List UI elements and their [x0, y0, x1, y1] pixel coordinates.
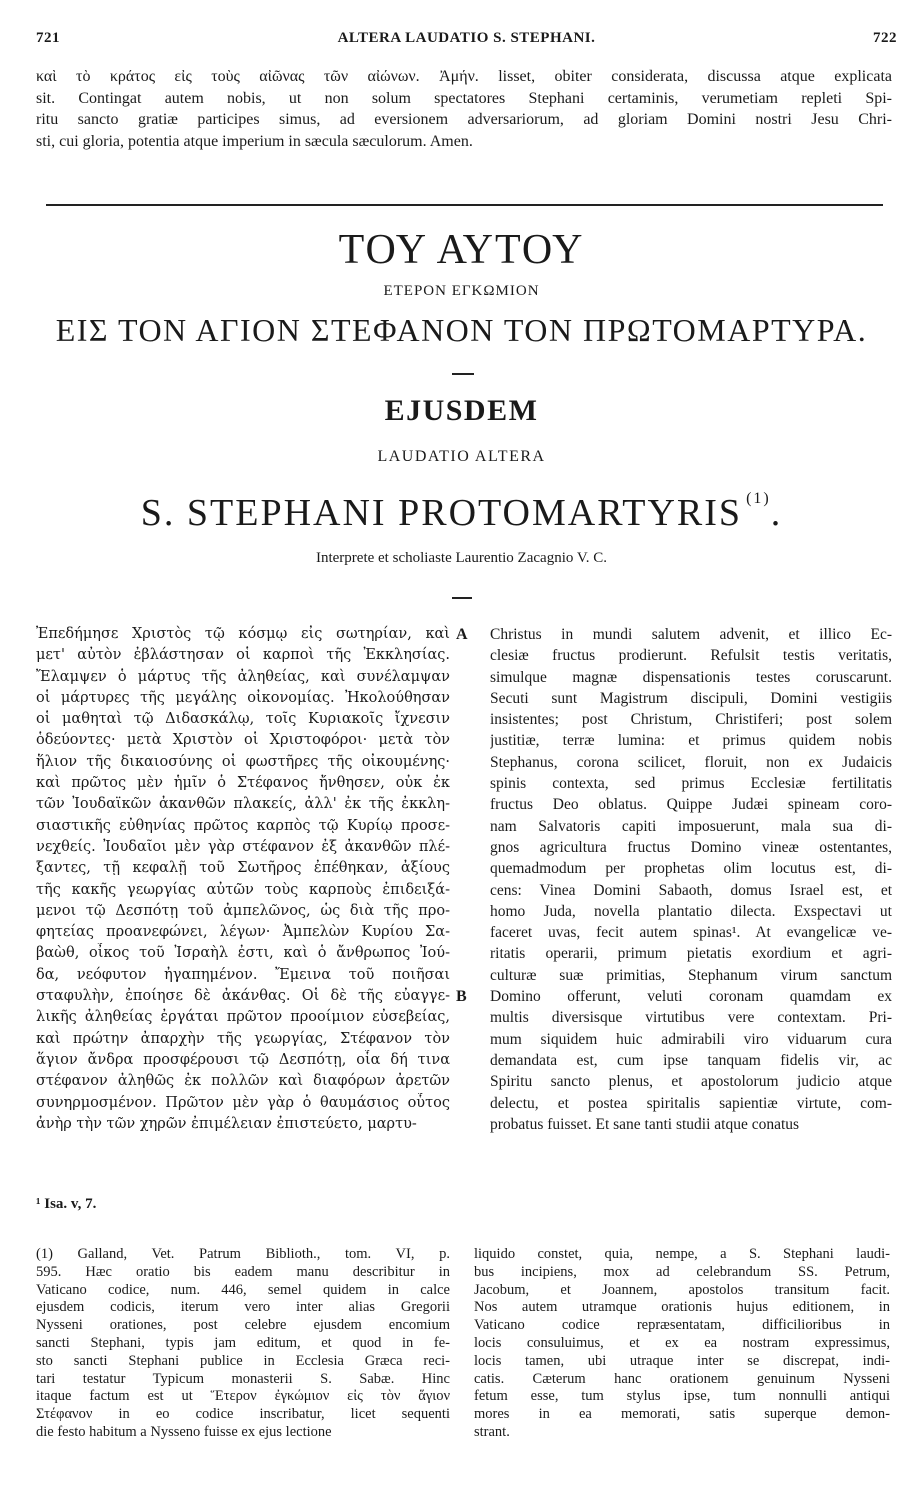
text-line: strant.	[474, 1423, 510, 1440]
text-line: φητείας προανεφώνει, λέγων· Ἀμπελὼν Κυρίου Σα-	[36, 924, 450, 941]
footnote-marker: (1)	[746, 490, 771, 507]
text-line: ξαντες, τῇ κεφαλῇ τοῦ Σωτῆρος ἐπέθηκαν, ἀξίους	[36, 860, 450, 877]
text-line: clesiæ fructus prodierunt. Refulsit testis veritatis,	[490, 647, 892, 665]
text-line: sancti Stephani, typis jam editum, et quod in fe-	[36, 1334, 450, 1351]
text-line: Vaticano codice repræsentatam, difficilioribus in	[474, 1317, 890, 1334]
greek-dedication: ΕΙΣ ΤΟΝ ΑΓΙΟΝ ΣΤΕΦΑΝΟΝ ΤΟΝ ΠΡΩΤΟΜΑΡΤΥΡΑ.	[55, 312, 868, 348]
text-line: gnos agricultura fructus Domino vineæ ostentantes,	[490, 838, 892, 856]
text-line: καὶ πρῶτος μὲν ἡμῖν ὁ Στέφανος ἤνθησεν, οὐκ ἐκ	[36, 775, 450, 792]
editorial-note-left	[36, 1246, 450, 1442]
text-line: fructus Deo oblatus. Quippe Judæi spineam coro-	[490, 796, 892, 814]
latin-text-column	[490, 624, 892, 1135]
text-line: insistentes; post Christum, Christiferi; post solem	[490, 711, 892, 729]
greek-text-column	[36, 624, 450, 1135]
greek-subtitle: ΕΤΕΡΟΝ ΕΓΚΩΜΙΟΝ	[383, 283, 540, 299]
text-line: catis. Cæterum hanc orationem genuinum Nysseni	[474, 1370, 890, 1387]
text-line: τῶν Ἰουδαϊκῶν ἀκανθῶν πλακείς, ἀλλ' ἐκ τῆς ἐκκλη-	[36, 796, 450, 813]
text-line: die festo habitum a Nysseno fuisse ex ejus lectione	[36, 1423, 332, 1440]
text-line: sti, cui gloria, potentia atque imperium in sæcula sæculorum. Amen.	[36, 132, 473, 150]
title-dash	[452, 373, 474, 375]
section-divider	[46, 204, 883, 206]
latin-subtitle: LAUDATIO ALTERA	[377, 448, 546, 465]
text-line: homo Juda, novella plantatio dilecta. Exspectavi ut	[490, 902, 892, 920]
text-line: locis consuluimus, et ex ea nostram expressimus,	[474, 1334, 890, 1351]
text-line: τῆς κακῆς γεωργίας αὐτῶν τοὺς καρποὺς ἐπιδειξά-	[36, 881, 450, 898]
text-line: nam Salvatoris capiti imposuerunt, mala sua di-	[490, 817, 892, 835]
text-line: βαὼθ, οἶκος τοῦ Ἰσραὴλ ἐστι, καὶ ὁ ἄνθρωπος Ἰού-	[36, 945, 450, 962]
title-dash	[452, 597, 472, 599]
page-number-left: 721	[36, 30, 60, 46]
text-line: ἀνὴρ τὴν τῶν χηρῶν ἐπιμέλειαν ἐπιστεύετο, μαρτυ-	[36, 1115, 417, 1132]
text-line: multis diversisque virtutibus vere contextam. Pri-	[490, 1009, 892, 1027]
text-line: probatus fuisset. Et sane tanti studii atque conatus	[490, 1115, 800, 1133]
text-line: καὶ πρώτην ἀπαρχὴν τῆς γεωργίας, Στέφανον τὸν	[36, 1030, 450, 1047]
text-line: Nysseni orationes, post celebre ejusdem encomium	[36, 1317, 450, 1334]
text-line: μετ' αὐτὸν ἐβλάστησαν οἱ καρποὶ τῆς Ἐκκλησίας.	[36, 647, 450, 664]
text-line: οἱ μάρτυρες τῆς μεγάλης οἰκονομίας. Ἠκολούθησαν	[36, 689, 450, 706]
text-line: mores in ea memorati, satis superque demon-	[474, 1406, 890, 1423]
text-line: ἅγιον ἄνδρα προσφέρουσι τῷ Δεσπότῃ, οἷα δή τινα	[36, 1051, 450, 1068]
text-line: mum siquidem huic admirabili viro viduarum cura	[490, 1030, 892, 1048]
page-number-right: 722	[873, 30, 897, 46]
continued-paragraph	[36, 66, 892, 152]
text-line: locis tamen, ubi utraque inter se discrepat, indi-	[474, 1352, 890, 1369]
text-line: καὶ τὸ κράτος εἰς τοὺς αἰῶνας τῶν αἰώνων. Ἀμήν. lisset, obiter considerata, discussa atque explicata	[36, 68, 892, 85]
text-line: Spiritu sancto plenus, et apostolorum judicio atque	[490, 1073, 892, 1091]
latin-dedication-end: .	[770, 492, 783, 534]
text-line: Nos autem utramque orationis hujus editionem, in	[474, 1299, 890, 1316]
margin-marker-a: A	[456, 626, 468, 643]
text-line: Domino offerunt, veluti coronam quamdam ex	[490, 988, 892, 1006]
text-line: Secuti sunt Magistrum discipuli, Domini vestigiis	[490, 689, 892, 707]
text-line: itaque factum est ut Ἕτερον ἐγκώμιον εἰς τὸν ἅγιον	[36, 1388, 450, 1405]
text-line: (1) Galland, Vet. Patrum Biblioth., tom. VI, p.	[36, 1246, 450, 1262]
text-line: Jacobum, et Joannem, apostolos transitum facit.	[474, 1281, 890, 1298]
text-line: Christus in mundi salutem advenit, et illico Ec-	[490, 626, 892, 643]
text-line: delectu, et postea spiritalis sapientiæ virtute, com-	[490, 1094, 892, 1112]
text-line: Ἔλαμψεν ὁ μάρτυς τῆς ἀληθείας, καὶ συνέλαμψαν	[36, 668, 450, 685]
text-line: Ἐπεδήμησε Χριστὸς τῷ κόσμῳ εἰς σωτηρίαν, καὶ	[36, 626, 450, 642]
text-line: στέφανον ἀληθῶς ἐκ πολλῶν καὶ διαφόρων ἀρετῶν	[36, 1073, 450, 1090]
latin-dedication	[0, 490, 923, 535]
text-line: σταφυλὴν, ἐποίησε δὲ ἀκάνθας. Οἱ δὲ τῆς εὐαγγε-	[36, 988, 450, 1005]
interpreter-line: Interprete et scholiaste Laurentio Zacagnio V. C.	[315, 550, 607, 566]
running-title: ALTERA LAUDATIO S. STEPHANI.	[337, 30, 596, 46]
text-line: demandata est, cum ipse tanquam fidelis vir, ac	[490, 1051, 892, 1069]
text-line: μενοι τῷ Δεσπότῃ τοῦ ἀμπελῶνος, ὡς διὰ τῆς προ-	[36, 902, 450, 919]
text-line: Stephanus, corona scilicet, floruit, non ex Judaicis	[490, 753, 892, 771]
margin-marker-b: B	[456, 988, 467, 1005]
text-line: quemadmodum per prophetas olim locutus est, di-	[490, 860, 892, 878]
text-line: ὁδεύοντες· μετὰ Χριστὸν οἱ Χριστοφόροι· μετὰ τὸν	[36, 732, 450, 749]
text-line: 595. Hæc oratio bis eadem manu describitur in	[36, 1263, 450, 1280]
text-line: ritatis operarii, primum pietatis exordium et agri-	[490, 945, 892, 963]
text-line: bus incipiens, mox ad celebrandum SS. Petrum,	[474, 1263, 890, 1280]
text-line: λικῆς ἀληθείας ἐργάται πρῶτον προοίμιον εὐσεβείας,	[36, 1009, 450, 1026]
text-line: liquido constet, quia, nempe, a S. Stephani laudi-	[474, 1246, 890, 1262]
text-line: Vaticano codice, num. 446, semel quidem in calce	[36, 1281, 450, 1298]
text-line: ejusdem codicis, iterum vero inter alias Gregorii	[36, 1299, 450, 1316]
greek-title: ΤΟΥ ΑΥΤΟΥ	[338, 227, 585, 273]
text-line: culturæ suæ primitias, Stephanum virum sanctum	[490, 966, 892, 984]
latin-title: EJUSDEM	[384, 394, 539, 427]
text-line: sit. Contingat autem nobis, ut non solum spectatores Stephani certaminis, verumetiam repleti Spi-	[36, 89, 892, 107]
text-line: συνηρμοσμένον. Πρῶτον μὲν γὰρ ὁ θαυμάσιος οὗτος	[36, 1094, 450, 1111]
text-line: cens: Vinea Domini Sabaoth, domus Israel est, et	[490, 881, 892, 899]
text-line: δα, νεόφυτον ἠγαπημένον. Ἔμεινα τοῦ ποιῆσαι	[36, 966, 450, 983]
text-line: ritu sancto gratiæ participes simus, ad eversionem adversariorum, ad gloriam Domini nostri Jesu Chri-	[36, 111, 892, 128]
text-line: faceret uvas, fecit autem spinas¹. At evangelicæ ve-	[490, 924, 892, 942]
scripture-footnote: ¹ Isa. v, 7.	[36, 1196, 97, 1212]
running-head	[36, 30, 897, 54]
text-line: οἱ μαθηταὶ τῷ Διδασκάλῳ, τοῖς Κυριακοῖς ἴχνεσιν	[36, 711, 450, 728]
latin-dedication-text: S. STEPHANI PROTOMARTYRIS	[140, 492, 743, 534]
text-line: spinis contexta, sed primus Ecclesiæ fertilitatis	[490, 775, 892, 793]
editorial-note-right	[474, 1246, 890, 1442]
text-line: fetum esse, tum stylus ipse, tum nonnulli antiqui	[474, 1388, 890, 1405]
text-line: νεχθείς. Ἰουδαῖοι μὲν γὰρ στέφανον ἐξ ἀκανθῶν πλέ-	[36, 838, 450, 855]
text-line: Στέφανον in eo codice inscribatur, licet sequenti	[36, 1406, 450, 1423]
text-line: sto sancti Stephani publice in Ecclesia Græca reci-	[36, 1352, 450, 1369]
text-line: simulque magnæ dispensationis testes coruscarunt.	[490, 668, 892, 686]
text-line: tari testatur Typicum monasterii S. Sabæ. Hinc	[36, 1370, 450, 1387]
text-line: justitiæ, terræ lumina: et primus quidem nobis	[490, 732, 892, 750]
text-line: σιαστικῆς εὐθηνίας πρῶτος καρπὸς τῷ Κυρίῳ προσε-	[36, 817, 450, 834]
text-line: ἥλιον τῆς δικαιοσύνης οἱ φωστῆρες τῆς οἰκουμένης·	[36, 753, 450, 770]
